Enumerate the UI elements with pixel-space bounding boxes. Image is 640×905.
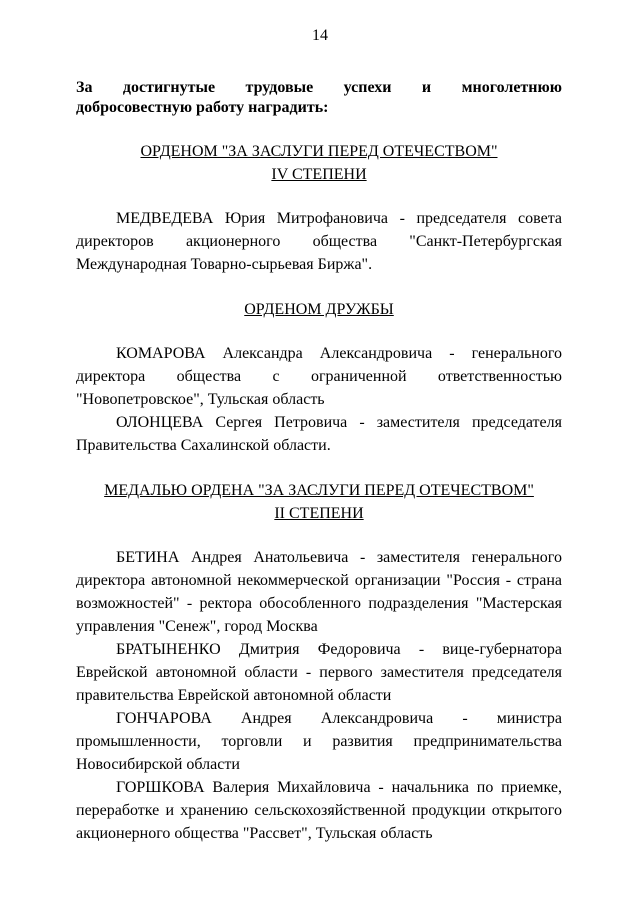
entry-word: - bbox=[449, 345, 455, 362]
entry-line bbox=[76, 342, 562, 365]
entry-word: возможностей" bbox=[76, 595, 180, 612]
entry-line bbox=[76, 730, 562, 753]
entry-word: Сергея bbox=[215, 414, 263, 431]
entry-word: Андрея bbox=[191, 549, 242, 566]
entry-word: открытого bbox=[491, 802, 562, 819]
intro-paragraph bbox=[76, 78, 562, 118]
entry-line: правительства Еврейской автономной области bbox=[76, 687, 392, 704]
entry-word: директора bbox=[76, 368, 146, 385]
entry-word: акционерного bbox=[185, 233, 281, 250]
entry-word: развития bbox=[332, 733, 393, 750]
entry-word: ограниченной bbox=[310, 368, 407, 385]
heading-line-1: МЕДАЛЬЮ ОРДЕНА "ЗА ЗАСЛУГИ ПЕРЕД ОТЕЧЕСТВОМ" bbox=[104, 482, 534, 499]
intro-word: За bbox=[76, 79, 93, 96]
entry-line bbox=[76, 569, 562, 592]
entry-word: Александра bbox=[222, 345, 303, 362]
intro-line-1 bbox=[76, 78, 562, 98]
heading-line-2: IV СТЕПЕНИ bbox=[271, 166, 367, 183]
entry-word: ответственностью bbox=[437, 368, 562, 385]
entry-word: председателя bbox=[471, 664, 562, 681]
entry-word: министра bbox=[496, 710, 562, 727]
entry-line bbox=[76, 592, 562, 615]
entry-word: сельскохозяйственной bbox=[254, 802, 406, 819]
entry-word: МЕДВЕДЕВА bbox=[116, 210, 214, 227]
entry-word: вице-губернатора bbox=[442, 641, 562, 658]
entry-word: Дмитрия bbox=[238, 641, 300, 658]
decree-text bbox=[76, 78, 562, 845]
entry-word: Еврейской bbox=[76, 664, 148, 681]
entry-word: КОМАРОВА bbox=[116, 345, 206, 362]
entry-word: автономной bbox=[155, 664, 237, 681]
entry-word: БРАТЫНЕНКО bbox=[116, 641, 221, 658]
intro-line-2: добросовестную работу наградить: bbox=[76, 99, 329, 116]
intro-word: успехи bbox=[343, 79, 392, 96]
entry-word: - bbox=[462, 710, 468, 727]
entry-word: ОЛОНЦЕВА bbox=[116, 414, 204, 431]
entry-word: ГОРШКОВА bbox=[116, 779, 205, 796]
entry-word: - bbox=[359, 549, 366, 566]
entry-word: - bbox=[305, 664, 312, 681]
award-entry-olontseva bbox=[76, 411, 562, 457]
entry-line bbox=[76, 638, 562, 661]
entry-word: - bbox=[418, 641, 425, 658]
award-entry-komarova bbox=[76, 342, 562, 411]
entry-line bbox=[76, 776, 562, 799]
entry-line: акционерного общества "Рассвет", Тульская область bbox=[76, 825, 433, 842]
entry-word: - bbox=[359, 414, 365, 431]
entry-word: некоммерческой bbox=[237, 572, 349, 589]
entry-word: страна bbox=[516, 572, 562, 589]
award-entry-bratynenko bbox=[76, 638, 562, 707]
entry-word: ГОНЧАРОВА bbox=[116, 710, 212, 727]
entry-word: - bbox=[505, 572, 512, 589]
entry-word: и bbox=[303, 733, 312, 750]
entry-word: совета bbox=[518, 210, 562, 227]
entry-word: подразделения bbox=[368, 595, 469, 612]
entry-word: директора bbox=[76, 572, 146, 589]
heading-line-1: ОРДЕНОМ "ЗА ЗАСЛУГИ ПЕРЕД ОТЕЧЕСТВОМ" bbox=[140, 143, 498, 160]
entry-word: председателя bbox=[416, 210, 507, 227]
entry-line: "Новопетровское", Тульская область bbox=[76, 391, 325, 408]
entry-word: заместителя bbox=[376, 549, 460, 566]
page-number: 14 bbox=[312, 27, 328, 44]
entry-line bbox=[76, 365, 562, 388]
intro-word: и bbox=[421, 79, 432, 96]
entry-word: Андрея bbox=[240, 710, 292, 727]
entry-line: управления "Сенеж", город Москва bbox=[76, 618, 318, 635]
entry-word: "Россия bbox=[446, 572, 500, 589]
entry-word: "Мастерская bbox=[475, 595, 562, 612]
intro-word: многолетнюю bbox=[461, 79, 562, 96]
entry-word: Александровича bbox=[319, 345, 433, 362]
award-entry-goncharova bbox=[76, 707, 562, 776]
entry-word: организации bbox=[354, 572, 441, 589]
award-entry-gorshkova bbox=[76, 776, 562, 845]
entry-word: общества bbox=[176, 368, 242, 385]
entry-word: области bbox=[244, 664, 298, 681]
entry-word: с bbox=[272, 368, 280, 385]
entry-word: ректора bbox=[199, 595, 253, 612]
entry-word: председателя bbox=[471, 414, 562, 431]
entry-line bbox=[76, 661, 562, 684]
entry-word: начальника bbox=[391, 779, 469, 796]
entry-word: общества bbox=[312, 233, 378, 250]
entry-word: - bbox=[378, 779, 384, 796]
entry-word: Федоровича bbox=[317, 641, 401, 658]
entry-word: - bbox=[186, 595, 193, 612]
entry-word: торговли bbox=[221, 733, 283, 750]
entry-word: и bbox=[165, 802, 175, 819]
entry-word: хранению bbox=[180, 802, 249, 819]
entry-line: Международная Товарно-сырьевая Биржа". bbox=[76, 256, 373, 273]
intro-word: трудовые bbox=[245, 79, 314, 96]
entry-word: первого bbox=[319, 664, 373, 681]
intro-word: достигнутые bbox=[122, 79, 216, 96]
entry-word: заместителя bbox=[376, 414, 460, 431]
entry-line: Правительства Сахалинской области. bbox=[76, 437, 331, 454]
entry-word: Михайловича bbox=[277, 779, 371, 796]
entry-word: автономной bbox=[151, 572, 232, 589]
entry-word: директоров bbox=[76, 233, 154, 250]
heading-line-1: ОРДЕНОМ ДРУЖБЫ bbox=[244, 301, 394, 318]
section-heading-medal-order-merit-ii bbox=[76, 479, 562, 525]
award-entry-betina bbox=[76, 546, 562, 638]
entry-line bbox=[76, 230, 562, 253]
entry-word: переработке bbox=[76, 802, 160, 819]
entry-line bbox=[76, 799, 562, 822]
entry-word: обособленного bbox=[259, 595, 362, 612]
entry-word: приемке, bbox=[501, 779, 562, 796]
entry-line bbox=[76, 411, 562, 434]
entry-word: Митрофановича bbox=[276, 210, 389, 227]
entry-word: промышленности, bbox=[76, 733, 201, 750]
entry-word: заместителя bbox=[380, 664, 464, 681]
entry-word: Александровича bbox=[320, 710, 434, 727]
award-entry-medvedeva bbox=[76, 207, 562, 276]
entry-word: предпринимательства bbox=[413, 733, 562, 750]
entry-word: Анатольевича bbox=[253, 549, 349, 566]
entry-word: Петровича bbox=[274, 414, 348, 431]
entry-line bbox=[76, 546, 562, 569]
entry-word: генерального bbox=[471, 549, 562, 566]
entry-line: Новосибирской области bbox=[76, 756, 240, 773]
heading-line-2: II СТЕПЕНИ bbox=[274, 505, 364, 522]
entry-word: "Санкт-Петербургская bbox=[409, 233, 562, 250]
entry-word: по bbox=[476, 779, 494, 796]
entry-word: БЕТИНА bbox=[116, 549, 180, 566]
entry-word: генерального bbox=[471, 345, 562, 362]
entry-word: Юрия bbox=[224, 210, 266, 227]
section-heading-order-merit-iv bbox=[76, 140, 562, 186]
entry-word: Валерия bbox=[212, 779, 270, 796]
entry-line bbox=[76, 207, 562, 230]
section-heading-order-friendship bbox=[76, 298, 562, 321]
entry-word: продукции bbox=[411, 802, 486, 819]
entry-line bbox=[76, 707, 562, 730]
entry-word: - bbox=[399, 210, 405, 227]
